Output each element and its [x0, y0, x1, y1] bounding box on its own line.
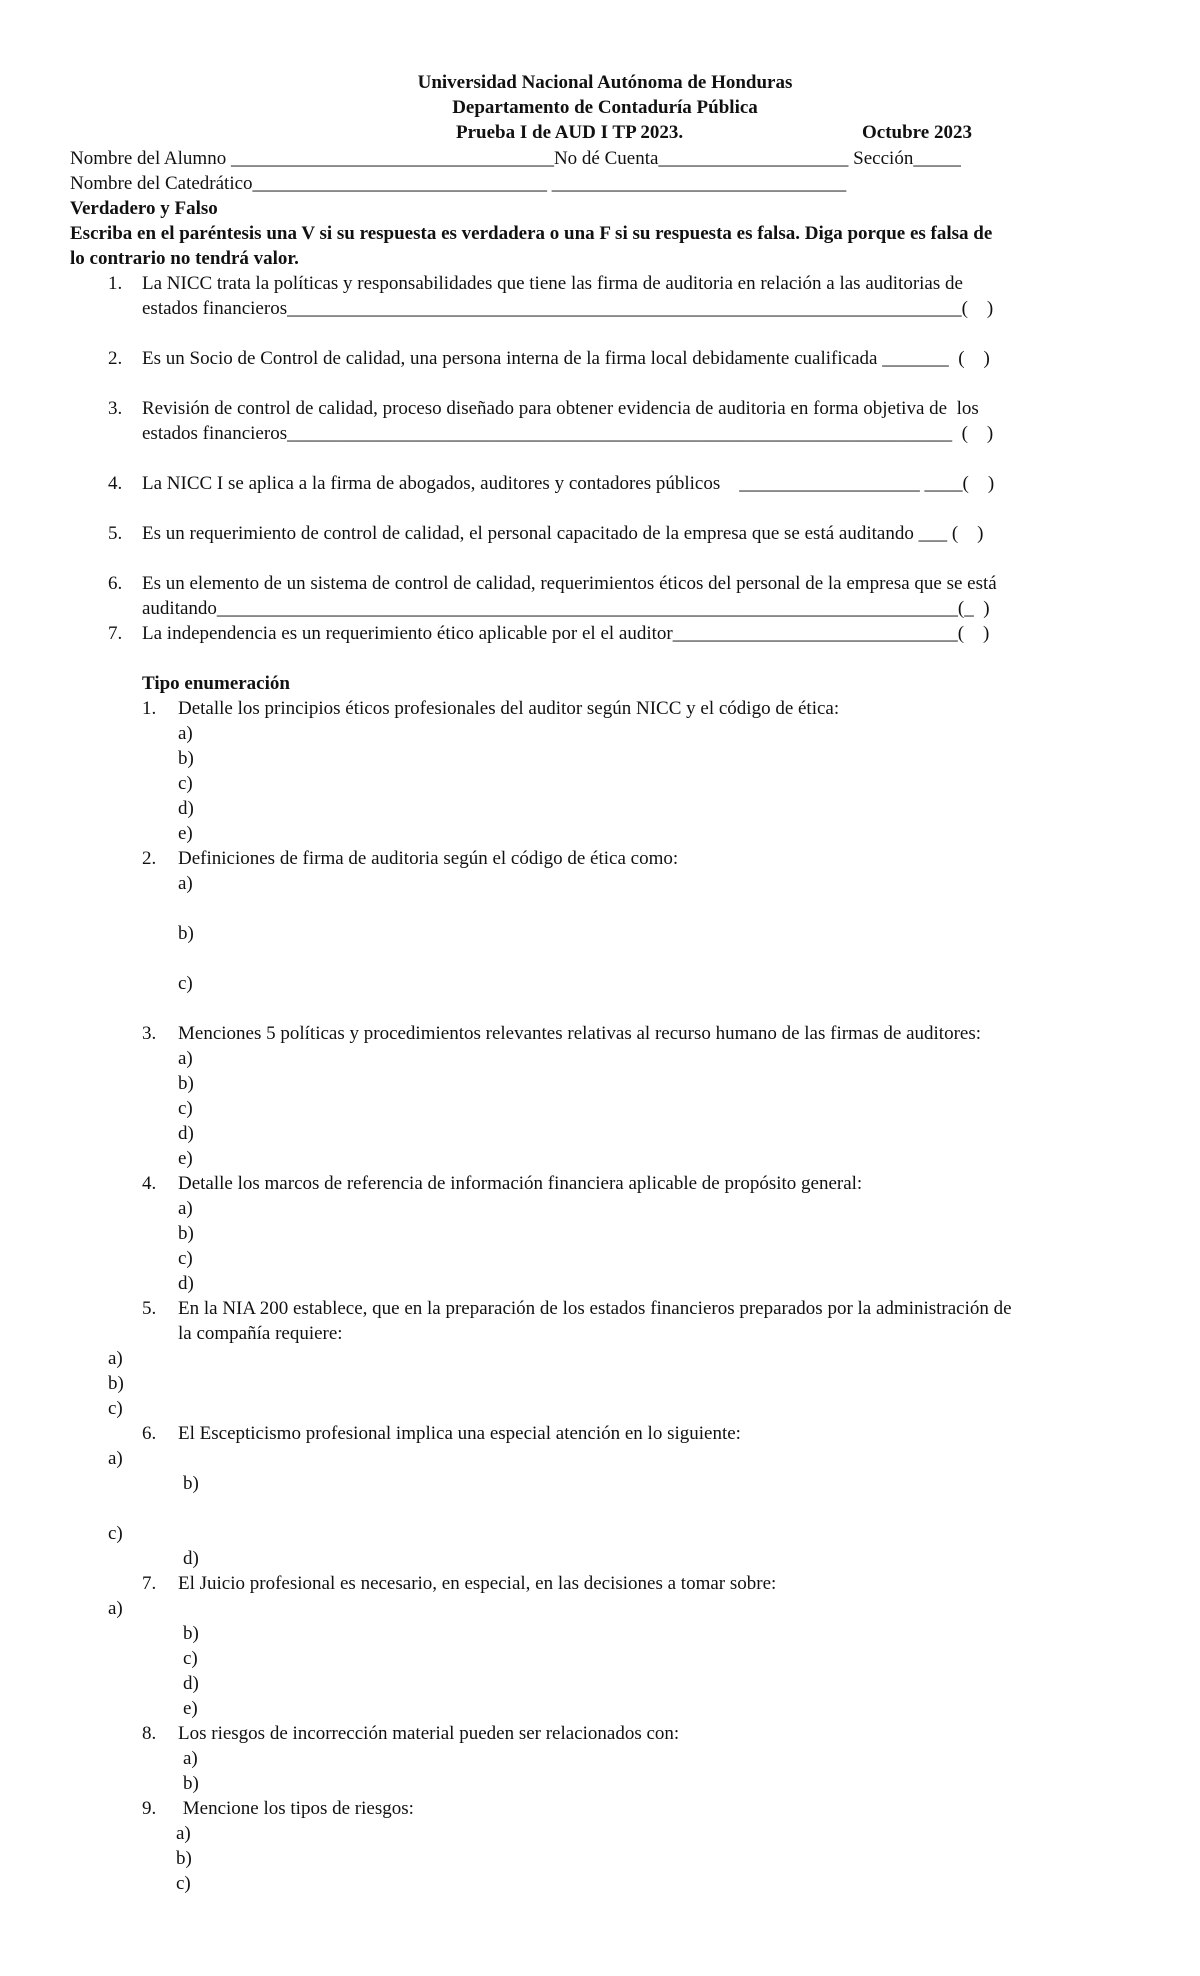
option-label: d) [178, 1273, 194, 1294]
item-number: 1. [108, 273, 123, 294]
item-number: 6. [108, 573, 123, 594]
option-label: a) [178, 1198, 193, 1219]
option-label: b) [178, 1073, 194, 1094]
option-label: c) [108, 1523, 123, 1544]
item-text[interactable]: La NICC I se aplica a la firma de abogados, auditores y contadores públicos ___________________ ____( ) [142, 473, 995, 494]
item-text: La NICC trata la políticas y responsabilidades que tiene las firma de auditoria en relación a las auditorias de [142, 273, 963, 294]
item-text: Revisión de control de calidad, proceso diseñado para obtener evidencia de auditoria en forma objetiva de los [142, 398, 979, 419]
option-label: b) [176, 1848, 192, 1869]
university-name: Universidad Nacional Autónoma de Honduras [417, 72, 793, 93]
item-text[interactable]: La independencia es un requerimiento ético aplicable por el el auditor______________________________( ) [142, 623, 990, 644]
option-label: c) [178, 1098, 193, 1119]
enumeration-title: Tipo enumeración [142, 673, 290, 694]
exam-date: Octubre 2023 [862, 122, 972, 143]
item-text[interactable]: Es un Socio de Control de calidad, una persona interna de la firma local debidamente cualificada _______ ( ) [142, 348, 990, 369]
question-text: Menciones 5 políticas y procedimientos relevantes relativas al recurso humano de las firmas de auditores: [178, 1023, 982, 1044]
option-label: a) [176, 1823, 191, 1844]
question-text: Definiciones de firma de auditoria según el código de ética como: [178, 848, 679, 869]
option-label: a) [178, 873, 193, 894]
item-number: 3. [108, 398, 123, 419]
question-number: 9. [142, 1798, 157, 1819]
option-label: a) [178, 723, 193, 744]
question-number: 8. [142, 1723, 157, 1744]
option-label: d) [178, 1123, 194, 1144]
option-label: c) [178, 973, 193, 994]
option-label: b) [183, 1773, 199, 1794]
option-label: c) [108, 1398, 123, 1419]
item-text-cont[interactable]: estados financieros______________________________________________________________________ ( ) [142, 423, 994, 444]
item-number: 2. [108, 348, 123, 369]
student-name-field[interactable]: Nombre del Alumno __________________________________No dé Cuenta____________________ Sección_____ [70, 148, 961, 169]
option-label: b) [183, 1473, 199, 1494]
question-number: 2. [142, 848, 157, 869]
item-text-cont[interactable]: auditando______________________________________________________________________________(_ ) [142, 598, 990, 619]
department-name: Departamento de Contaduría Pública [452, 97, 758, 118]
option-label: a) [183, 1748, 198, 1769]
option-label: c) [183, 1648, 198, 1669]
question-number: 6. [142, 1423, 157, 1444]
option-label: a) [108, 1348, 123, 1369]
option-label: c) [176, 1873, 191, 1894]
question-number: 7. [142, 1573, 157, 1594]
option-label: e) [178, 1148, 193, 1169]
instructions-line-2: lo contrario no tendrá valor. [70, 248, 299, 269]
item-number: 5. [108, 523, 123, 544]
option-label: d) [178, 798, 194, 819]
question-text: El Juicio profesional es necesario, en especial, en las decisiones a tomar sobre: [178, 1573, 777, 1594]
teacher-name-field[interactable]: Nombre del Catedrático_______________________________ _______________________________ [70, 173, 847, 194]
item-text-cont[interactable]: estados financieros_______________________________________________________________________( ) [142, 298, 994, 319]
option-label: b) [108, 1373, 124, 1394]
question-number: 4. [142, 1173, 157, 1194]
question-number: 3. [142, 1023, 157, 1044]
option-label: a) [108, 1598, 123, 1619]
item-text[interactable]: Es un requerimiento de control de calidad, el personal capacitado de la empresa que se está auditando ___ ( ) [142, 523, 984, 544]
option-label: e) [178, 823, 193, 844]
option-label: a) [178, 1048, 193, 1069]
question-text: Detalle los marcos de referencia de información financiera aplicable de propósito general: [178, 1173, 863, 1194]
question-text: El Escepticismo profesional implica una especial atención en lo siguiente: [178, 1423, 741, 1444]
option-label: b) [178, 748, 194, 769]
option-label: c) [178, 773, 193, 794]
true-false-title: Verdadero y Falso [70, 198, 218, 219]
option-label: e) [183, 1698, 198, 1719]
item-text: Es un elemento de un sistema de control de calidad, requerimientos éticos del personal de la empresa que se está [142, 573, 997, 594]
question-text-cont: la compañía requiere: [178, 1323, 343, 1344]
exam-title: Prueba I de AUD I TP 2023. [456, 122, 684, 143]
option-label: a) [108, 1448, 123, 1469]
item-number: 4. [108, 473, 123, 494]
question-number: 5. [142, 1298, 157, 1319]
option-label: c) [178, 1248, 193, 1269]
question-text: En la NIA 200 establece, que en la preparación de los estados financieros preparados por la administración de [178, 1298, 1012, 1319]
item-number: 7. [108, 623, 123, 644]
option-label: d) [183, 1548, 199, 1569]
question-text: Mencione los tipos de riesgos: [178, 1798, 414, 1819]
question-text: Detalle los principios éticos profesionales del auditor según NICC y el código de ética: [178, 698, 840, 719]
question-number: 1. [142, 698, 157, 719]
option-label: b) [183, 1623, 199, 1644]
instructions-line-1: Escriba en el paréntesis una V si su respuesta es verdadera o una F si su respuesta es falsa. Diga porque es falsa de [70, 223, 993, 244]
option-label: d) [183, 1673, 199, 1694]
option-label: b) [178, 923, 194, 944]
question-text: Los riesgos de incorrección material pueden ser relacionados con: [178, 1723, 680, 1744]
option-label: b) [178, 1223, 194, 1244]
